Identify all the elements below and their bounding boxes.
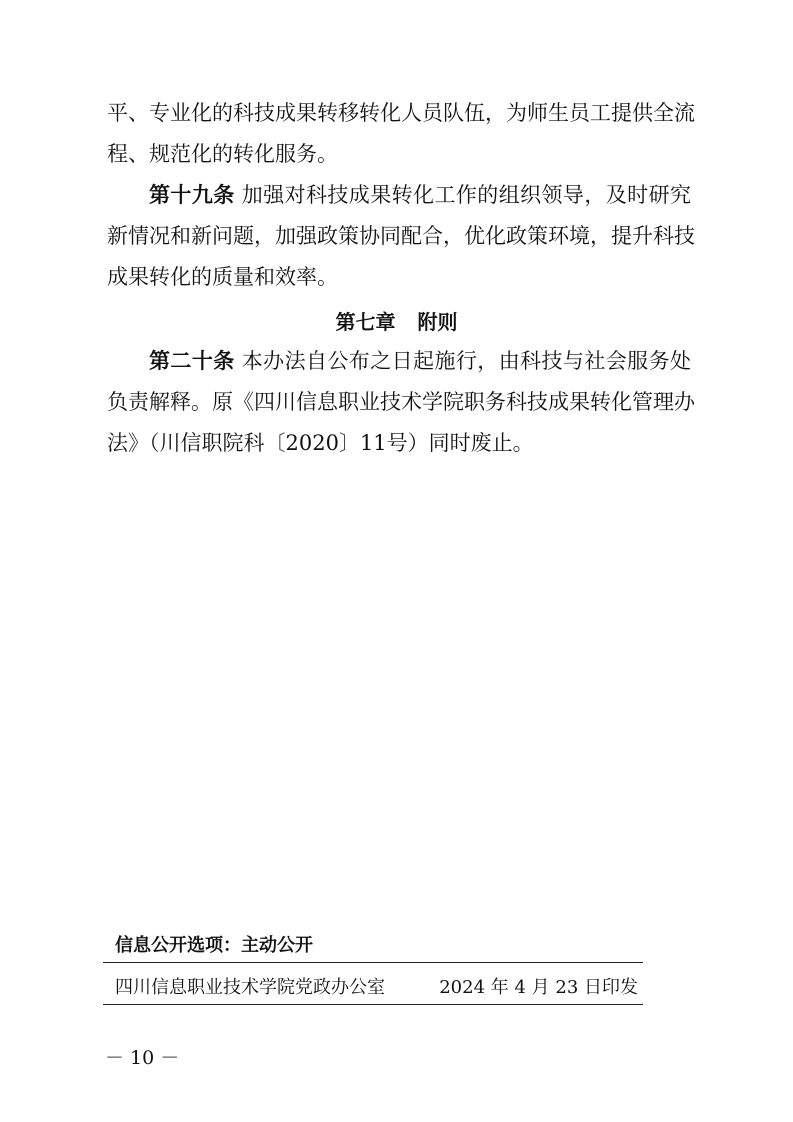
text-line xyxy=(107,175,691,216)
chapter-number: 第七章 xyxy=(335,310,396,334)
issue-date: 2024 年 4 月 23 日印发 xyxy=(439,977,638,998)
article-heading: 第二十条 xyxy=(149,349,235,373)
footer-top-rule xyxy=(103,962,643,963)
text-line: 负责解释。原《四川信息职业技术学院职务科技成果转化管理办 xyxy=(107,390,695,414)
text-line: 平、专业化的科技成果转移转化人员队伍，为师生员工提供全流 xyxy=(107,101,695,125)
text-fragment: 本办法自公布之日起施行，由科技与社会服务处 xyxy=(241,349,691,373)
text-line: 新情况和新问题，加强政策协同配合，优化政策环境，提升科技 xyxy=(107,224,695,248)
page-number: － 10 － xyxy=(105,1047,180,1069)
article-heading: 第十九条 xyxy=(149,183,235,207)
text-line: 程、规范化的转化服务。 xyxy=(107,142,338,166)
text-fragment: 加强对科技成果转化工作的组织领导，及时研究 xyxy=(241,183,691,207)
chapter-title: 附则 xyxy=(417,310,458,334)
article-19-paragraph xyxy=(107,175,695,298)
text-line xyxy=(107,341,691,382)
footer-bottom-rule xyxy=(103,1004,643,1005)
article-20-paragraph xyxy=(107,341,695,464)
text-line: 成果转化的质量和效率。 xyxy=(107,265,338,289)
disclosure-option: 信息公开选项：主动公开 xyxy=(115,935,313,956)
chapter-heading xyxy=(0,306,793,335)
issuer-office: 四川信息职业技术学院党政办公室 xyxy=(115,977,385,998)
text-line: 法》（川信职院科〔2020〕11号）同时废止。 xyxy=(107,431,534,455)
paragraph-continuation xyxy=(107,93,695,175)
